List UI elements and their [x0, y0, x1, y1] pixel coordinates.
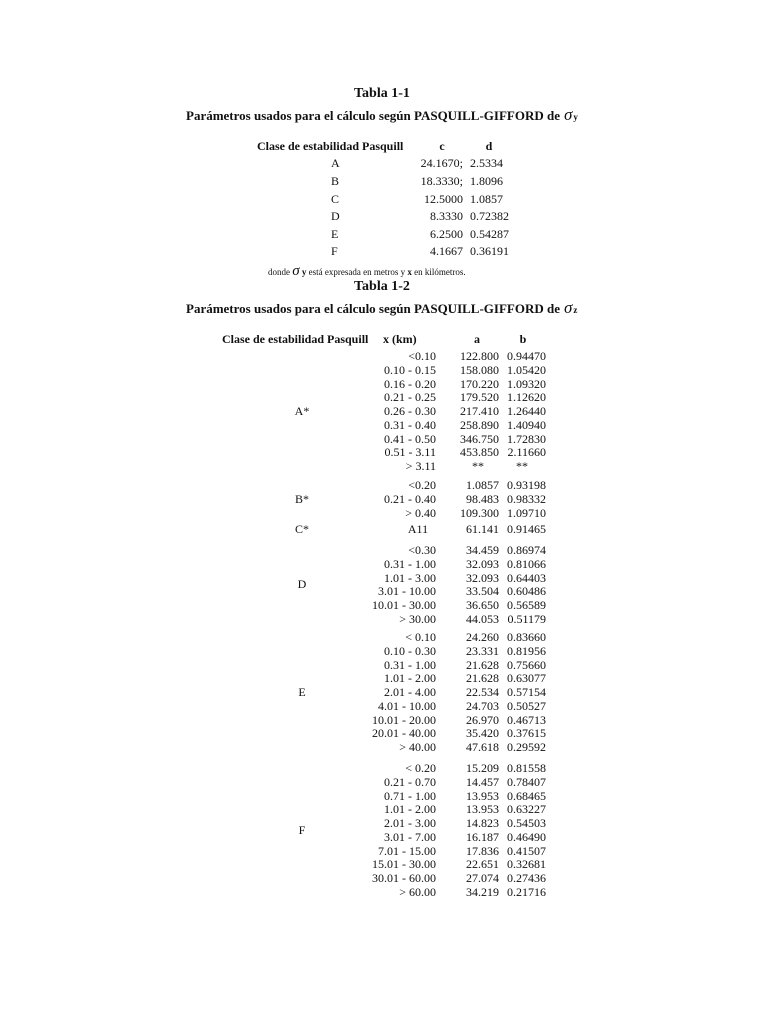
table1-header-c: c [439, 139, 445, 153]
table2-subtitle-text: Parámetros usados para el cálculo según PASQUILL-GIFFORD de [186, 301, 560, 316]
table2-row-a: 122.800 [460, 349, 499, 363]
table2-row-b: 0.51179 [507, 611, 546, 626]
table2-row-x: > 60.00 [399, 884, 436, 899]
table2-row-b: 0.81558 [507, 761, 546, 775]
subscript-y: y [573, 112, 578, 122]
table2-row-x: 10.01 - 20.00 [372, 712, 436, 727]
table1-row-d: 1.8096 [470, 174, 503, 188]
table2-row-x: 0.21 - 0.40 [384, 491, 436, 506]
table2-row-x: 0.21 - 0.70 [384, 774, 436, 789]
table1-row-clase: F [331, 244, 338, 258]
table2-row-x: 3.01 - 10.00 [378, 584, 436, 599]
sigma-symbol: σ [564, 298, 573, 317]
table2-row-x: <0.10 [408, 349, 436, 363]
table1-row-c: 12.5000 [424, 192, 463, 206]
table2-row-b: 0.68465 [507, 788, 546, 803]
table2-row-x: > 40.00 [399, 740, 436, 754]
table1-header-d: d [485, 139, 493, 153]
table2-row-x: 0.51 - 3.11 [384, 445, 436, 460]
table2-header-b: b [519, 332, 527, 346]
table2-group-clase: B* [294, 491, 309, 506]
table2-row-x: < 0.10 [405, 630, 436, 644]
table2-row-a: 14.823 [466, 816, 499, 830]
table2-row-b: 0.56589 [507, 598, 546, 612]
table2-row-a: 453.850 [460, 445, 499, 460]
table2-row-x: 0.16 - 0.20 [384, 376, 436, 391]
table2-row-x: > 3.11 [405, 459, 436, 473]
table2-row-a: 1.0857 [466, 478, 499, 492]
table2-row-b: 0.63077 [507, 671, 546, 686]
table2-row-b: 1.09710 [507, 505, 546, 520]
table2-row-a: 21.628 [466, 671, 499, 686]
table1-row-d: 2.5334 [470, 156, 503, 170]
note-y: y [301, 267, 307, 277]
table2-row-x: < 0.20 [405, 761, 436, 775]
table2-row-b: 0.27436 [507, 871, 546, 885]
table1-row-c: 18.3330; [420, 174, 463, 188]
table2-header-clase: Clase de estabilidad Pasquill [222, 332, 369, 346]
table2-row-x: 4.01 - 10.00 [378, 698, 436, 713]
table2-row-a: 17.836 [466, 843, 499, 858]
table2-row-b: 0.21716 [507, 884, 546, 899]
table1-row-d: 0.36191 [470, 244, 509, 258]
table2-row-b: 0.91465 [507, 522, 546, 536]
table2-row-b: 2.11660 [507, 445, 546, 460]
table2-row-x: <0.20 [408, 478, 436, 492]
table2-row-a: 22.651 [466, 857, 499, 872]
table1-row-c: 4.1667 [430, 244, 463, 258]
table2-row-a: 24.703 [466, 698, 499, 713]
table2-row-b: 0.83660 [507, 630, 546, 644]
table2-row-b: 0.46490 [507, 829, 546, 844]
table1-row-clase: E [331, 227, 339, 241]
table2-row-a: 158.080 [460, 362, 499, 377]
table2-row-b: 0.81956 [507, 643, 546, 658]
table2-row-x: 2.01 - 3.00 [384, 816, 436, 830]
table1-row-c: 24.1670; [420, 156, 463, 170]
table2-row-a: 346.750 [460, 431, 499, 446]
table1-row-c: 6.2500 [430, 227, 463, 241]
table2-row-x: 0.41 - 0.50 [384, 431, 436, 446]
table2-row-x: 0.31 - 1.00 [384, 657, 436, 672]
note-donde: donde [268, 267, 290, 277]
table2-row-a: 24.260 [466, 630, 499, 644]
table2-row-x: 0.10 - 0.15 [384, 362, 436, 377]
table1-row-clase: C [331, 192, 340, 206]
table2-row-x: 0.21 - 0.25 [384, 390, 436, 405]
table2-row-b: 1.12620 [507, 390, 546, 405]
table2-row-a: 23.331 [466, 643, 499, 658]
table2-row-x: 0.31 - 1.00 [384, 556, 436, 571]
table2-row-b: 0.81066 [507, 556, 546, 571]
table2-row-a: 21.628 [466, 657, 499, 672]
table2-row-x: 15.01 - 30.00 [372, 857, 436, 872]
table2-row-x: 1.01 - 2.00 [384, 802, 436, 817]
table1-row-d: 0.72382 [470, 209, 509, 223]
table2-row-a: 44.053 [466, 611, 499, 626]
table2-row-b: 0.94470 [507, 349, 546, 363]
table2-row-b: 0.98332 [507, 491, 546, 506]
table2-row-a: ** [472, 459, 484, 473]
table2-header-a: a [474, 332, 480, 346]
table2-row-a: 13.953 [466, 788, 499, 803]
table2-group-clase: F [298, 822, 306, 837]
sigma-symbol: σ [564, 105, 573, 124]
table2-row-x: 10.01 - 30.00 [372, 598, 436, 612]
table2-row-b: 0.32681 [507, 857, 546, 872]
table2-row-b: 0.54503 [507, 816, 546, 830]
table2-row-a: 109.300 [460, 505, 499, 520]
table1-title: Tabla 1-1 [354, 86, 410, 101]
table2-row-a: 32.093 [466, 570, 499, 585]
table2-row-a: 179.520 [460, 390, 499, 405]
table2-header-x: x (km) [383, 332, 417, 346]
table2-row-b: 1.26440 [507, 404, 546, 418]
table2-row-x: > 0.40 [405, 505, 436, 520]
table2-row-a: 33.504 [466, 584, 499, 599]
table2-row-a: 98.483 [466, 491, 499, 506]
table2-group-clase: E [298, 685, 306, 699]
table2-row-b: 0.60486 [507, 584, 546, 599]
table2-row-x: 7.01 - 15.00 [378, 843, 436, 858]
table2-row-b: 0.86974 [507, 543, 546, 557]
table1-row-clase: D [331, 209, 340, 223]
table2-row-b: 0.37615 [507, 726, 546, 741]
table2-row-x: 1.01 - 3.00 [384, 570, 436, 585]
table2-row-b: 0.57154 [507, 685, 546, 699]
table2-row-x: 30.01 - 60.00 [372, 871, 436, 885]
table2-row-a: 13.953 [466, 802, 499, 817]
table2-group-clase: D [297, 577, 307, 592]
table1-note [268, 263, 466, 280]
table2-row-a: 258.890 [460, 417, 499, 432]
table2-row-b: 0.50527 [507, 698, 546, 713]
table2-row-a: 16.187 [466, 829, 499, 844]
table2-row-b: 1.09320 [507, 376, 546, 391]
table2-row-x: 2.01 - 4.00 [384, 685, 436, 699]
table2-row-b: 0.41507 [507, 843, 546, 858]
table1-subtitle [186, 105, 578, 125]
table2-row-a: 170.220 [460, 376, 499, 391]
table2-row-a: 14.457 [466, 774, 499, 789]
table1-row-clase: B [331, 174, 340, 188]
table2-row-b: 1.05420 [507, 362, 546, 377]
table2-row-x: 20.01 - 40.00 [372, 726, 436, 741]
table1-row-c: 8.3330 [430, 209, 463, 223]
table2-row-b: 0.75660 [507, 657, 546, 672]
subscript-z: z [573, 305, 578, 315]
table2-row-a: 36.650 [466, 598, 499, 612]
table2-row-b: 1.40940 [507, 417, 546, 432]
table2-row-a: 32.093 [466, 556, 499, 571]
table2-row-x: > 30.00 [399, 611, 436, 626]
note-sigma-symbol: σ [292, 263, 300, 279]
table1-header-clase: Clase de estabilidad Pasquill [257, 139, 404, 153]
table2-row-x: 0.26 - 0.30 [384, 404, 436, 418]
table2-row-b: 0.29592 [507, 740, 546, 754]
table2-row-b: 0.46713 [507, 712, 546, 727]
table2-row-b: 0.63227 [507, 802, 546, 817]
table2-row-a: 35.420 [466, 726, 499, 741]
table2-row-b: 1.72830 [507, 431, 546, 446]
table1-subtitle-text: Parámetros usados para el cálculo según PASQUILL-GIFFORD de [186, 108, 560, 123]
table2-group-clase: A* [294, 404, 310, 418]
table2-row-x: <0.30 [408, 543, 436, 557]
table2-row-b: ** [516, 459, 528, 473]
table2-row-x: 3.01 - 7.00 [384, 829, 436, 844]
table2-row-a: 34.459 [466, 543, 499, 557]
table2-row-a: 217.410 [460, 404, 499, 418]
table2-row-x: A11 [407, 522, 429, 536]
table1-row-d: 1.0857 [470, 192, 503, 206]
table2-row-b: 0.64403 [507, 570, 546, 585]
table2-row-x: 0.31 - 0.40 [384, 417, 436, 432]
table2-title: Tabla 1-2 [354, 279, 410, 294]
table2-row-x: 0.71 - 1.00 [384, 788, 436, 803]
note-text2: en kilómetros. [414, 267, 466, 277]
table2-row-x: 1.01 - 2.00 [384, 671, 436, 686]
table2-row-a: 61.141 [466, 522, 499, 536]
table2-row-b: 0.93198 [507, 478, 546, 492]
table2-group-clase: C* [294, 522, 309, 536]
table2-subtitle [186, 298, 577, 318]
table1-row-clase: A [331, 156, 340, 170]
note-text1: está expresada en metros y [308, 267, 406, 277]
table2-row-a: 27.074 [466, 871, 499, 885]
table2-row-a: 26.970 [466, 712, 499, 727]
table2-row-a: 15.209 [466, 761, 499, 775]
table1-row-d: 0.54287 [470, 227, 509, 241]
table2-row-b: 0.78407 [507, 774, 546, 789]
table2-row-a: 47.618 [466, 740, 499, 754]
table2-row-x: 0.10 - 0.30 [384, 643, 436, 658]
table2-row-a: 22.534 [466, 685, 499, 699]
note-x: x [407, 267, 412, 277]
table2-row-a: 34.219 [466, 884, 499, 899]
